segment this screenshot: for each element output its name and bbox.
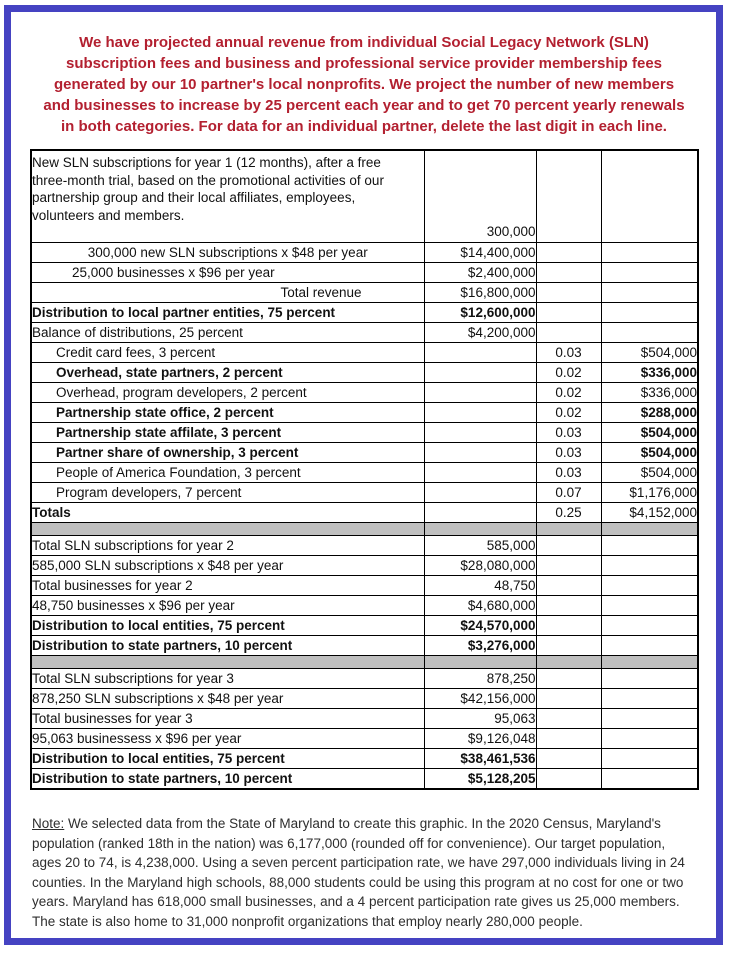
amount-cell: $4,200,000 <box>424 323 536 343</box>
allocation-cell: $504,000 <box>601 443 698 463</box>
allocation-cell: $288,000 <box>601 403 698 423</box>
table-row <box>31 323 698 343</box>
rate-cell <box>536 283 601 303</box>
table-row <box>31 363 698 383</box>
separator-cell <box>424 523 536 536</box>
intro-line: subscription fees and business and professional service provider membership fees <box>65 55 663 72</box>
row-label: Distribution to state partners, 10 percent <box>31 636 424 656</box>
rate-cell <box>536 749 601 769</box>
allocation-cell <box>601 243 698 263</box>
rate-cell <box>536 536 601 556</box>
allocation-cell: $336,000 <box>601 363 698 383</box>
separator-cell <box>424 656 536 669</box>
allocation-cell <box>601 556 698 576</box>
intro-line: generated by our 10 partner's local nonprofits. We project the number of new members <box>53 76 675 93</box>
note-label: Note: <box>32 816 65 831</box>
row-label: 300,000 new SLN subscriptions x $48 per year <box>31 243 424 263</box>
note-text: We selected data from the State of Maryland to create this graphic. In the 2020 Census, Maryland's population (ranked 18th in the nation) was 6,177,000 (rounded off for convenience). Our target population, ages 20 to 74, is 4,238,000. Using a seven percent participation rate, we have 297,000 individuals living in 24 counties. In the Maryland high schools, 88,000 students could be using this program at no cost for one or two years. Maryland has 618,000 small businesses, and a 4 percent participation rate gives us 25,000 members. The state is also home to 31,000 nonprofit organizations that employ nearly 280,000 people. <box>32 816 685 929</box>
allocation-cell <box>601 669 698 689</box>
table-row <box>31 636 698 656</box>
rate-cell: 0.03 <box>536 343 601 363</box>
allocation-cell <box>601 263 698 283</box>
table-row <box>31 243 698 263</box>
row-label: New SLN subscriptions for year 1 (12 months), after a free three-month trial, based on the promotional activities of our partnership group and their local affiliates, employees, volunteers and members. <box>31 150 424 243</box>
table-row <box>31 150 698 243</box>
table-row <box>31 303 698 323</box>
row-label: Partner share of ownership, 3 percent <box>31 443 424 463</box>
page <box>4 5 723 945</box>
allocation-cell: $4,152,000 <box>601 503 698 523</box>
rate-cell: 0.02 <box>536 403 601 423</box>
row-label: 95,063 businessess x $96 per year <box>31 729 424 749</box>
separator-cell <box>31 656 424 669</box>
table-row <box>31 669 698 689</box>
row-label: Distribution to state partners, 10 percent <box>31 769 424 790</box>
amount-cell <box>424 403 536 423</box>
row-label: People of America Foundation, 3 percent <box>31 463 424 483</box>
rate-cell <box>536 556 601 576</box>
rate-cell <box>536 263 601 283</box>
allocation-cell: $1,176,000 <box>601 483 698 503</box>
table-row <box>31 709 698 729</box>
separator-cell <box>536 656 601 669</box>
table-row <box>31 343 698 363</box>
intro-line: in both categories. For data for an individual partner, delete the last digit in each line. <box>61 118 667 135</box>
amount-cell <box>424 483 536 503</box>
allocation-cell <box>601 616 698 636</box>
intro-text <box>30 32 698 137</box>
amount-cell: $9,126,048 <box>424 729 536 749</box>
row-label: Total businesses for year 2 <box>31 576 424 596</box>
row-label: 25,000 businesses x $96 per year <box>31 263 424 283</box>
amount-cell <box>424 443 536 463</box>
table-row <box>31 576 698 596</box>
rate-cell: 0.03 <box>536 463 601 483</box>
row-label: Partnership state affilate, 3 percent <box>31 423 424 443</box>
allocation-cell <box>601 689 698 709</box>
row-label: Distribution to local entities, 75 percent <box>31 616 424 636</box>
table-row <box>31 423 698 443</box>
table-row <box>31 383 698 403</box>
rate-cell <box>536 669 601 689</box>
allocation-cell <box>601 769 698 790</box>
row-label: Partnership state office, 2 percent <box>31 403 424 423</box>
allocation-cell: $504,000 <box>601 343 698 363</box>
amount-cell: $12,600,000 <box>424 303 536 323</box>
separator-row <box>31 656 698 669</box>
row-label: Total SLN subscriptions for year 3 <box>31 669 424 689</box>
row-label: Distribution to local entities, 75 percent <box>31 749 424 769</box>
row-label: Total businesses for year 3 <box>31 709 424 729</box>
amount-cell: $4,680,000 <box>424 596 536 616</box>
amount-cell <box>424 463 536 483</box>
rate-cell: 0.07 <box>536 483 601 503</box>
amount-cell: $28,080,000 <box>424 556 536 576</box>
rate-cell <box>536 689 601 709</box>
row-label: Overhead, state partners, 2 percent <box>31 363 424 383</box>
rate-cell <box>536 243 601 263</box>
row-label: 878,250 SLN subscriptions x $48 per year <box>31 689 424 709</box>
table-row <box>31 729 698 749</box>
rate-cell <box>536 636 601 656</box>
rate-cell: 0.03 <box>536 443 601 463</box>
separator-cell <box>601 523 698 536</box>
rate-cell <box>536 323 601 343</box>
row-label: Totals <box>31 503 424 523</box>
allocation-cell <box>601 576 698 596</box>
allocation-cell <box>601 636 698 656</box>
table-row <box>31 769 698 790</box>
separator-cell <box>536 523 601 536</box>
allocation-cell <box>601 709 698 729</box>
amount-cell: 585,000 <box>424 536 536 556</box>
row-label: 48,750 businesses x $96 per year <box>31 596 424 616</box>
separator-row <box>31 523 698 536</box>
footnote <box>32 814 696 931</box>
amount-cell: $5,128,205 <box>424 769 536 790</box>
amount-cell: $38,461,536 <box>424 749 536 769</box>
allocation-cell: $504,000 <box>601 423 698 443</box>
amount-cell: $42,156,000 <box>424 689 536 709</box>
allocation-cell <box>601 150 698 243</box>
rate-cell <box>536 576 601 596</box>
table-row <box>31 616 698 636</box>
row-label: 585,000 SLN subscriptions x $48 per year <box>31 556 424 576</box>
table-row <box>31 503 698 523</box>
allocation-cell <box>601 596 698 616</box>
table-row <box>31 463 698 483</box>
rate-cell <box>536 729 601 749</box>
intro-line: We have projected annual revenue from individual Social Legacy Network (SLN) <box>79 34 649 51</box>
table-row <box>31 596 698 616</box>
revenue-projection-table <box>30 149 699 790</box>
rate-cell <box>536 150 601 243</box>
allocation-cell: $504,000 <box>601 463 698 483</box>
row-label: Program developers, 7 percent <box>31 483 424 503</box>
table-row <box>31 403 698 423</box>
table-row <box>31 283 698 303</box>
table-row <box>31 483 698 503</box>
rate-cell <box>536 616 601 636</box>
amount-cell <box>424 383 536 403</box>
amount-cell: 878,250 <box>424 669 536 689</box>
amount-cell <box>424 423 536 443</box>
allocation-cell <box>601 749 698 769</box>
amount-cell: $14,400,000 <box>424 243 536 263</box>
allocation-cell <box>601 323 698 343</box>
table-row <box>31 749 698 769</box>
amount-cell: 48,750 <box>424 576 536 596</box>
table-row <box>31 689 698 709</box>
row-label: Distribution to local partner entities, 75 percent <box>31 303 424 323</box>
rate-cell <box>536 709 601 729</box>
allocation-cell <box>601 303 698 323</box>
amount-cell: $16,800,000 <box>424 283 536 303</box>
rate-cell: 0.03 <box>536 423 601 443</box>
rate-cell: 0.02 <box>536 383 601 403</box>
rate-cell <box>536 596 601 616</box>
allocation-cell: $336,000 <box>601 383 698 403</box>
amount-cell: $2,400,000 <box>424 263 536 283</box>
rate-cell: 0.02 <box>536 363 601 383</box>
allocation-cell <box>601 729 698 749</box>
separator-cell <box>31 523 424 536</box>
rate-cell <box>536 303 601 323</box>
row-label: Total SLN subscriptions for year 2 <box>31 536 424 556</box>
row-label: Balance of distributions, 25 percent <box>31 323 424 343</box>
row-label: Overhead, program developers, 2 percent <box>31 383 424 403</box>
row-label: Credit card fees, 3 percent <box>31 343 424 363</box>
amount-cell: 95,063 <box>424 709 536 729</box>
amount-cell <box>424 503 536 523</box>
intro-line: and businesses to increase by 25 percent each year and to get 70 percent yearly renewals <box>43 97 685 114</box>
separator-cell <box>601 656 698 669</box>
table-row <box>31 443 698 463</box>
table-row <box>31 556 698 576</box>
allocation-cell <box>601 536 698 556</box>
row-label: Total revenue <box>31 283 424 303</box>
rate-cell: 0.25 <box>536 503 601 523</box>
allocation-cell <box>601 283 698 303</box>
amount-cell: $3,276,000 <box>424 636 536 656</box>
rate-cell <box>536 769 601 790</box>
table-row <box>31 263 698 283</box>
table-row <box>31 536 698 556</box>
amount-cell <box>424 363 536 383</box>
amount-cell: $24,570,000 <box>424 616 536 636</box>
amount-cell <box>424 343 536 363</box>
amount-cell: 300,000 <box>424 150 536 243</box>
